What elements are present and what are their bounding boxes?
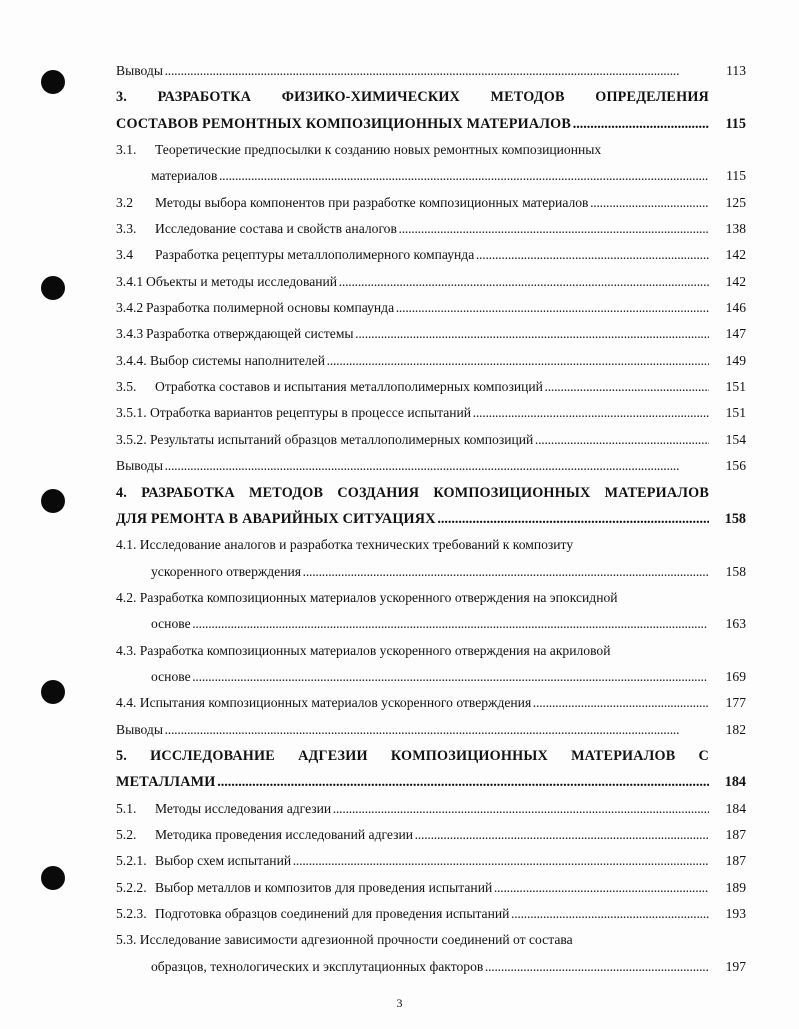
toc-entry xyxy=(116,873,748,899)
toc-entry-page: 189 xyxy=(725,879,746,895)
toc-entry xyxy=(116,846,748,872)
toc-entry xyxy=(116,372,748,398)
toc-entry-title xyxy=(151,562,709,582)
toc-entry-title xyxy=(116,772,709,792)
toc-entry-page: 169 xyxy=(725,668,746,684)
toc-entry-text: Выводы xyxy=(116,458,163,474)
toc-entry xyxy=(116,925,748,951)
toc-entry xyxy=(116,425,748,451)
toc-entry xyxy=(116,451,748,477)
toc-entry-page: 187 xyxy=(725,853,746,869)
toc-entry xyxy=(116,293,748,319)
toc-entry-title xyxy=(116,641,709,661)
toc-entry-title xyxy=(116,351,709,371)
toc-entry-text: основе xyxy=(151,668,191,684)
toc-entry-text: Выбор схем испытаний xyxy=(155,853,292,869)
toc-entry xyxy=(116,346,748,372)
toc-entry-text: 3.5.1. Отработка вариантов рецептуры в процессе испытаний xyxy=(116,405,472,421)
toc-entry-page: 146 xyxy=(725,300,746,316)
toc-entry xyxy=(116,557,748,583)
toc-entry-page: 158 xyxy=(724,510,746,527)
toc-entry-title xyxy=(116,904,709,924)
toc-entry xyxy=(116,161,748,187)
toc-entry-text: образцов, технологических и эксплутационных факторов xyxy=(151,958,484,974)
toc-entry-text: 4.2. Разработка композиционных материалов ускоренного отверждения на эпоксидной xyxy=(116,589,618,605)
toc-entry-title xyxy=(116,298,709,318)
toc-entry-text: основе xyxy=(151,616,191,632)
toc-entry-page: 197 xyxy=(725,958,746,974)
toc-entry-number: 5.2.3. xyxy=(116,906,147,921)
toc-entry-page: 138 xyxy=(725,221,746,237)
page-number: 3 xyxy=(396,996,403,1010)
toc-entry-number: 5.2.2. xyxy=(116,879,147,895)
toc-entry-title xyxy=(151,957,709,977)
toc-entry-page: 177 xyxy=(725,695,746,711)
toc-entry xyxy=(116,214,748,240)
toc-entry-page: 154 xyxy=(725,431,746,447)
toc-entry-text: Объекты и методы исследований xyxy=(146,273,338,289)
toc-entry-page: 182 xyxy=(725,721,746,737)
toc-entry xyxy=(116,478,748,504)
toc-entry-title xyxy=(116,114,709,134)
binder-hole xyxy=(41,276,65,300)
toc-entry-text: Методы выбора компонентов при разработке композиционных материалов xyxy=(155,194,589,210)
toc-entry-page: 184 xyxy=(725,800,746,816)
toc-entry-page: 142 xyxy=(725,273,746,289)
toc-entry-number: 3.3. xyxy=(116,221,137,237)
toc-entry xyxy=(116,820,748,846)
toc-entry-text: Выводы xyxy=(116,721,163,737)
toc-entry-text: Разработка рецептуры металлополимерного компаунда xyxy=(155,247,475,263)
toc-entry-text: Разработка полимерной основы компаунда xyxy=(146,300,395,316)
toc-entry-number: 3.4.1 xyxy=(116,273,144,289)
toc-entry-text: 5. ИССЛЕДОВАНИЕ АДГЕЗИИ КОМПОЗИЦИОННЫХ МАТЕРИАЛОВ С xyxy=(116,747,709,764)
toc-entry xyxy=(116,794,748,820)
binder-hole xyxy=(41,70,65,94)
toc-entry-text: СОСТАВОВ РЕМОНТНЫХ КОМПОЗИЦИОННЫХ МАТЕРИАЛОВ xyxy=(116,115,572,132)
toc-entry-text: 4. РАЗРАБОТКА МЕТОДОВ СОЗДАНИЯ КОМПОЗИЦИОННЫХ МАТЕРИАЛОВ xyxy=(116,484,709,501)
binder-hole xyxy=(41,489,65,513)
toc-entry-page: 158 xyxy=(725,563,746,579)
toc-entry xyxy=(116,899,748,925)
toc-entry-number: 3.4.3 xyxy=(116,326,144,342)
toc-entry-text: Подготовка образцов соединений для проведения испытаний xyxy=(155,906,510,921)
toc-entry xyxy=(116,82,748,108)
toc-entry-number: 3.2 xyxy=(116,194,133,210)
toc-entry-title xyxy=(116,483,709,503)
toc-entry-title xyxy=(116,746,709,766)
toc-entry-title xyxy=(116,87,709,107)
toc-entry xyxy=(116,109,748,135)
toc-entry-title xyxy=(116,851,709,871)
toc-entry-page: 184 xyxy=(724,774,746,791)
toc-entry-page: 163 xyxy=(725,616,746,632)
toc-entry-page: 115 xyxy=(726,168,746,184)
toc-entry xyxy=(116,530,748,556)
toc-entry-text: ускоренного отверждения xyxy=(151,563,302,579)
toc-entry-text: материалов xyxy=(151,168,218,184)
toc-entry-title xyxy=(116,509,709,529)
toc-entry-page: 151 xyxy=(725,405,746,421)
toc-entry-text: ДЛЯ РЕМОНТА В АВАРИЙНЫХ СИТУАЦИЯХ xyxy=(116,510,436,527)
toc-entry-title xyxy=(116,825,709,845)
toc-entry xyxy=(116,636,748,662)
toc-entry-text: Разработка отверждающей системы xyxy=(146,326,354,342)
toc-entry xyxy=(116,715,748,741)
toc-entry-text: Методика проведения исследований адгезии xyxy=(155,826,413,842)
toc-entry-title xyxy=(116,324,709,344)
toc-entry-title xyxy=(116,61,709,81)
toc-entry-page: 193 xyxy=(725,906,746,921)
toc-entry-title xyxy=(116,430,709,450)
toc-entry-number: 5.1. xyxy=(116,800,137,816)
toc-entry-text: 4.3. Разработка композиционных материалов ускоренного отверждения на акриловой xyxy=(116,642,611,658)
toc-entry-text: Отработка составов и испытания металлополимерных композиций xyxy=(155,379,543,395)
toc-entry xyxy=(116,267,748,293)
toc-entry-title xyxy=(151,166,709,186)
table-of-contents xyxy=(116,56,748,978)
toc-entry-text: Исследование состава и свойств аналогов xyxy=(155,221,397,237)
toc-entry-title xyxy=(116,535,709,555)
toc-entry-title xyxy=(116,588,709,608)
toc-entry-title xyxy=(116,720,709,740)
toc-entry-text: 3.5.2. Результаты испытаний образцов металлополимерных композиций xyxy=(116,431,534,447)
toc-entry-title xyxy=(116,377,709,397)
toc-entry-text: 5.3. Исследование зависимости адгезионной прочности соединений от состава xyxy=(116,932,573,948)
toc-entry xyxy=(116,56,748,82)
toc-entry xyxy=(116,188,748,214)
toc-entry-text: МЕТАЛЛАМИ xyxy=(116,774,216,791)
toc-entry-title xyxy=(116,878,709,898)
toc-entry-title xyxy=(116,693,709,713)
toc-entry xyxy=(116,609,748,635)
toc-entry-text: 3.4.4. Выбор системы наполнителей xyxy=(116,352,325,368)
toc-entry-title xyxy=(116,219,709,239)
toc-entry-text: 4.4. Испытания композиционных материалов ускоренного отверждения xyxy=(116,695,532,711)
toc-entry-page: 147 xyxy=(725,326,746,342)
toc-entry-title xyxy=(116,403,709,423)
toc-entry-title xyxy=(116,193,709,213)
toc-entry-title xyxy=(151,667,709,687)
toc-entry-page: 142 xyxy=(725,247,746,263)
toc-entry-title xyxy=(116,456,709,476)
toc-entry-title xyxy=(116,245,709,265)
toc-entry-number: 3.4.2 xyxy=(116,300,144,316)
toc-entry xyxy=(116,688,748,714)
binder-hole xyxy=(41,866,65,890)
toc-entry-text: 4.1. Исследование аналогов и разработка технических требований к композиту xyxy=(116,537,574,553)
toc-entry-title xyxy=(116,930,709,950)
binder-hole xyxy=(41,680,65,704)
toc-entry xyxy=(116,662,748,688)
toc-entry xyxy=(116,583,748,609)
toc-entry-title xyxy=(151,614,709,634)
toc-entry xyxy=(116,952,748,978)
toc-entry-page: 187 xyxy=(725,826,746,842)
toc-entry-page: 125 xyxy=(725,194,746,210)
toc-entry-page: 115 xyxy=(725,115,746,132)
toc-entry-text: Выводы xyxy=(116,63,163,78)
toc-entry-text: Теоретические предпосылки к созданию новых ремонтных композиционных xyxy=(155,142,602,158)
toc-entry-page: 113 xyxy=(726,63,746,78)
toc-entry-text: Выбор металлов и композитов для проведения испытаний xyxy=(155,879,493,895)
toc-entry-title xyxy=(116,799,709,819)
toc-entry-title xyxy=(116,140,709,160)
toc-entry-number: 3.5. xyxy=(116,379,137,395)
toc-entry xyxy=(116,135,748,161)
toc-entry xyxy=(116,319,748,345)
toc-entry-text: 3. РАЗРАБОТКА ФИЗИКО-ХИМИЧЕСКИХ МЕТОДОВ ОПРЕДЕЛЕНИЯ xyxy=(116,89,709,106)
toc-entry-number: 5.2.1. xyxy=(116,853,147,869)
toc-entry-text: Методы исследования адгезии xyxy=(155,800,332,816)
toc-entry xyxy=(116,504,748,530)
toc-entry-number: 3.4 xyxy=(116,247,133,263)
toc-entry xyxy=(116,767,748,793)
toc-entry-page: 151 xyxy=(725,379,746,395)
toc-entry-number: 3.1. xyxy=(116,142,137,158)
toc-entry-page: 156 xyxy=(725,458,746,474)
toc-entry xyxy=(116,398,748,424)
toc-entry-page: 149 xyxy=(725,352,746,368)
toc-entry xyxy=(116,741,748,767)
toc-entry-title xyxy=(116,272,709,292)
toc-entry-number: 5.2. xyxy=(116,826,137,842)
toc-entry xyxy=(116,240,748,266)
